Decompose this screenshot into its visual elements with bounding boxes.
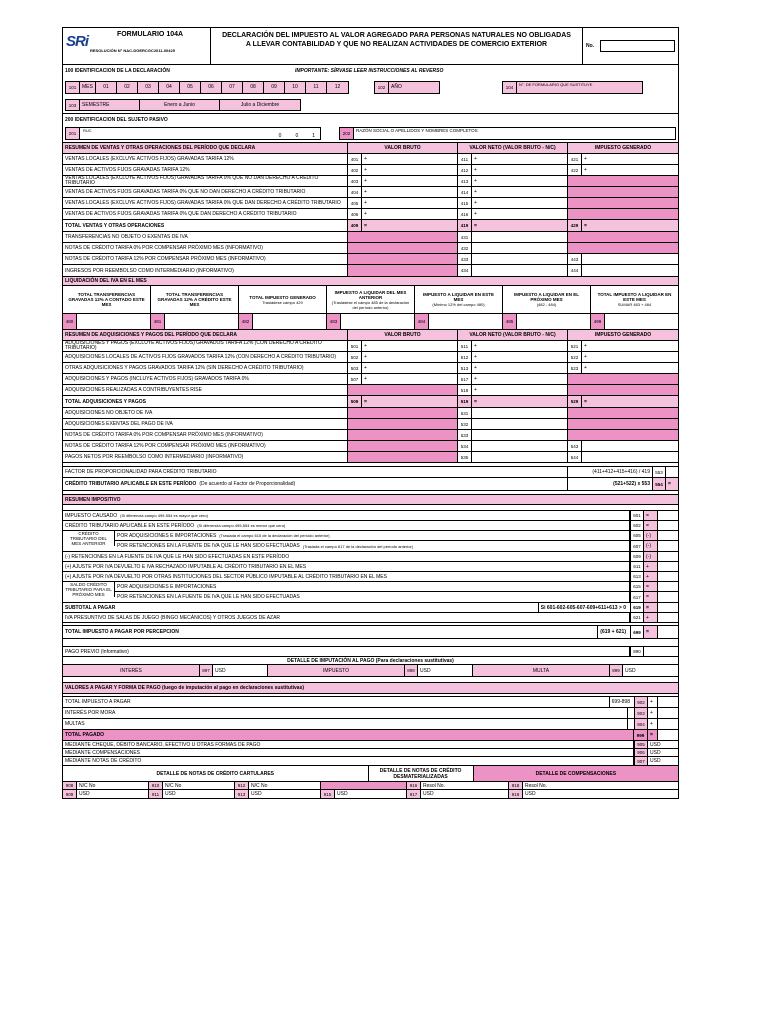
form-title-block (90, 28, 210, 64)
footer-input[interactable]: USD (423, 791, 434, 797)
amount-input[interactable]: + (364, 376, 367, 382)
amount-input[interactable] (582, 265, 678, 276)
amount-input[interactable]: + (584, 156, 587, 162)
footer-input[interactable]: USD (251, 791, 262, 797)
purchases-section: RESUMEN DE ADQUISICIONES Y PAGOS DEL PERÍODO QUE DECLARA VALOR BRUTO VALOR NETO (VALOR BRUTO - N/C) IMPUESTO GENERADO ADQUISICIONES Y PAGOS (EXCLUYE ACTIVOS FIJOS) GRAVADOS TARIFA 12% (CON DERECHO A CRÉDITO TRIBUTARIO) 501 + 511 + 521 + ADQUISICIONES LOCALES DE ACTIVOS FIJOS GRAVADOS TARIFA 12% (CON DERECHO A CRÉDITO TRIBUTARIO) 502 + 512 + 522 + OTRAS ADQUISICIONES Y PAGOS GRAVADOS TARIFA 12% (SIN DERECHO A CRÉDITO TRIBUTARIO) 503 + 513 + 523 + ADQUISICIONES Y PAGOS (INCLUYE ACTIVOS FIJOS) GRAVADOS TARIFA 0% 507 + 517 + ADQUISICIONES REALIZADAS A CONTRIBUYENTES RISE 518 + TOTAL ADQUISICIONES Y PAGOS 509 = 519 = 529 = ADQUISICIONES NO OBJETO DE IVA 531 ADQUISICIONES EXENTAS DEL PAGO DE IVA 532 NOTAS DE CRÉDITO TARIFA 0% POR COMPENSAR PRÓXIMO MES (INFORMATIVO) 533 NOTAS DE CRÉDITO TARIFA 12% POR COMPENSAR PRÓXIMO MES (INFORMATIVO) 534 543 PAGOS NETOS POR REEMBOLSO COMO INTERMEDIARIO (INFORMATIVO) 535 544 FACTOR DE PROPORCIONALIDAD PARA CRÉDITO TRIBUTARIO (411+412+415+416) / 419 553 CRÉDITO TRIBUTARIO APLICABLE EN ESTE PERÍODO (De acuerdo al Factor de Proporcionalidad) (521+522) x 553 554 = (62, 330, 679, 491)
ruc-input[interactable]: RUC 0 0 1 (83, 127, 315, 139)
amount-input[interactable] (658, 626, 678, 638)
footer-input[interactable]: N/C No (251, 782, 268, 789)
name-field: 202 RAZÓN SOCIAL O APELLIDOS Y NOMBRES COMPLETOS (339, 127, 676, 140)
month-11[interactable]: 11 (306, 82, 327, 93)
table-row: NOTAS DE CRÉDITO TARIFA 0% POR COMPENSAR PRÓXIMO MES (INFORMATIVO) 432 (63, 243, 678, 254)
year-input[interactable]: AÑO (389, 82, 439, 93)
footer-input[interactable]: N/C No (165, 782, 182, 789)
payment-method-input[interactable]: USD (650, 758, 661, 764)
table-row: VENTAS DE ACTIVOS FIJOS GRAVADAS TARIFA 0% QUE NO DAN DERECHO A CRÉDITO TRIBUTARIO 404 + 414 + (63, 187, 678, 198)
amount-input[interactable] (472, 254, 567, 264)
amount-input[interactable] (658, 708, 678, 718)
row-label: VENTAS LOCALES (EXCLUYE ACTIVOS FIJOS) GRAVADAS TARIFA 0% QUE NO DAN DERECHO A CRÉDITO TRIBUTARIO (63, 176, 348, 186)
amount-input[interactable]: + (364, 167, 367, 173)
total-input[interactable]: = (582, 220, 678, 231)
amount-input[interactable] (658, 582, 678, 591)
amount-input[interactable]: + (584, 354, 587, 360)
amount-input[interactable] (658, 697, 678, 707)
table-row: VENTAS LOCALES (EXCLUYE ACTIVOS FIJOS) GRAVADAS TARIFA 12% 401 + 411 + 421 + (63, 154, 678, 165)
table-row: VENTAS LOCALES (EXCLUYE ACTIVOS FIJOS) GRAVADAS TARIFA 0% QUE NO DAN DERECHO A CRÉDITO TRIBUTARIO 403 + 413 + (63, 176, 678, 187)
values-section: VALORES A PAGAR Y FORMA DE PAGO (luego de imputación al pago en declaraciones sustitutivas) TOTAL IMPUESTO A PAGAR 699-898 902 + INTERÉS POR MORA 903 + MULTAS 904 + TOTAL PAGADO 999 = MEDIANTE CHEQUE, DÉBITO BANCARIO, EFECTIVO U OTRAS FORMAS DE PAGO 905 USD MEDIANTE COMPENSACIONES 906 USD MEDIANTE NOTAS DE CRÉDITO 907 USD (62, 677, 679, 766)
liq-input[interactable] (253, 314, 326, 329)
row-label: VENTAS DE ACTIVOS FIJOS GRAVADAS TARIFA 0% QUE DAN DERECHO A CRÉDITO TRIBUTARIO (63, 209, 348, 219)
amount-input[interactable]: + (474, 376, 477, 382)
amount-input[interactable] (658, 592, 678, 602)
row-label: OTRAS ADQUISICIONES Y PAGOS GRAVADOS TARIFA 12% (SIN DERECHO A CRÉDITO TRIBUTARIO) (63, 363, 348, 373)
amount-input[interactable] (658, 511, 678, 520)
col-header: IMPUESTO GENERADO (594, 332, 652, 338)
sign: = (644, 603, 658, 612)
amount-input[interactable]: + (474, 211, 477, 217)
declaration-title: DECLARACIÓN DEL IMPUESTO AL VALOR AGREGADO PARA PERSONAS NATURALES NO OBLIGADAS A LLEVAR CONTABILIDAD Y QUE NO REALIZAN ACTIVIDADES DE COMERCIO EXTERIOR (210, 28, 583, 64)
month-09[interactable]: 09 (264, 82, 285, 93)
month-12[interactable]: 12 (334, 84, 341, 90)
liq-col-header: IMPUESTO A LIQUIDAR EN EL PRÓXIMO MES (482 - 484) (503, 286, 591, 313)
footer-input[interactable]: USD (79, 791, 90, 797)
tax-form (62, 27, 679, 799)
summary-row: (-) RETENCIONES EN LA FUENTE DE IVA QUE LE HAN SIDO EFECTUADAS EN ESTE PERÍODO 609 (-) (63, 552, 678, 562)
sign: + (644, 562, 658, 571)
amount-input[interactable] (472, 430, 567, 440)
sign: + (644, 613, 658, 622)
table-row: VENTAS LOCALES (EXCLUYE ACTIVOS FIJOS) GRAVADAS TARIFA 0% QUE DAN DERECHO A CRÉDITO TRIBUTARIO 405 + 415 + (63, 198, 678, 209)
month-field: 101 MES 01 02 03 04 05 06 07 08 09 10 11 12 (65, 81, 349, 94)
row-label: VENTAS LOCALES (EXCLUYE ACTIVOS FIJOS) GRAVADAS TARIFA 0% QUE DAN DERECHO A CRÉDITO TRIBUTARIO (63, 198, 348, 208)
month-06[interactable]: 06 (201, 82, 222, 93)
summary-row: SUBTOTAL A PAGAR Si 601-602-605-607-609+611+613 > 0 619 = (63, 603, 678, 613)
amount-input[interactable]: + (474, 387, 477, 393)
table-row: VENTAS DE ACTIVOS FIJOS GRAVADAS TARIFA 0% QUE DAN DERECHO A CRÉDITO TRIBUTARIO 406 + 416 + (63, 209, 678, 220)
section-100 (62, 65, 679, 114)
liq-col-header: IMPUESTO A LIQUIDAR DEL MES ANTERIOR (Trasládese el campo 485 de la declaración del período anterior) (327, 286, 415, 313)
amount-input[interactable] (658, 552, 678, 561)
payment-section: PAGO PREVIO (Informativo) 890 DETALLE DE IMPUTACIÓN AL PAGO (Para declaraciones sustitutivas) INTERÉS 897 USD IMPUESTO 898 USD MULTA 899 USD (62, 639, 679, 677)
name-input[interactable]: RAZÓN SOCIAL O APELLIDOS Y NOMBRES COMPLETOS (356, 127, 478, 133)
amount-input[interactable]: + (584, 343, 587, 349)
amount-input[interactable]: + (474, 365, 477, 371)
amount-input[interactable] (582, 254, 678, 264)
prepayment-input[interactable] (644, 647, 678, 656)
liq-col-header: IMPUESTO A LIQUIDAR EN ESTE MES (Mínimo 12% del campo 480) (415, 286, 503, 313)
resolution: RESOLUCIÓN N° NAC-DGERCGC2011-00425 (90, 48, 175, 53)
row-label: ADQUISICIONES Y PAGOS (EXCLUYE ACTIVOS FIJOS) GRAVADOS TARIFA 12% (CON DERECHO A CRÉDITO TRIBUTARIO) (63, 341, 348, 351)
amount-input[interactable] (658, 562, 678, 571)
total-input[interactable]: = (472, 220, 567, 231)
form-number-input[interactable] (600, 40, 675, 52)
month-08[interactable]: 08 (243, 82, 264, 93)
summary-row: IMPUESTO CAUSADO (Si diferencia campo 499-554 es mayor que cero) 601 = (63, 511, 678, 521)
footer-input[interactable]: N/C No (79, 782, 96, 789)
footer-input[interactable]: USD (165, 791, 176, 797)
amount-input[interactable]: + (474, 343, 477, 349)
liq-col-header: TOTAL TRANSFERENCIAS GRAVADAS 12% A CONTADO ESTE MES (63, 286, 151, 313)
credit-input[interactable]: = (666, 478, 678, 490)
footer-input[interactable]: USD (337, 791, 348, 797)
amount-input[interactable]: + (364, 211, 367, 217)
footer-input[interactable]: USD (525, 791, 536, 797)
amount-input[interactable] (658, 541, 678, 551)
tax-summary: RESUMEN IMPOSITIVO IMPUESTO CAUSADO (Si diferencia campo 499-554 es mayor que cero) 601 = CRÉDITO TRIBUTARIO APLICABLE EN ESTE PERÍODO (Si diferencia campo 499-554 es menor que cero) 602 = CRÉDITO TRIBUTARIO DEL MES ANTERIOR POR ADQUISICIONES E IMPORTACIONES (Traslada el campo 615 de la declaración del período anterior) 605 (-) POR RETENCIONES EN LA FUENTE DE IVA QUE LE HAN SIDO EFECTUADAS (Traslada el campo 617 de la declaración del período anterior) 607 (-) (-) RETENCIONES EN LA FUENTE DE IVA QUE LE HAN SIDO EFECTUADAS EN ESTE PERÍODO 609 (-) (+) AJUSTE POR IVA DEVUELTO E IVA RECHAZADO IMPUTABLE AL CRÉDITO TRIBUTARIO EN EL MES 611 + (+) AJUSTE POR IVA DEVUELTO POR OTRAS INSTITUCIONES DEL SECTOR PÚBLICO IMPUTABLE AL CRÉDITO TRIBUTARIO EN EL MES 613 + SALDO CRÉDITO TRIBUTARIO PARA EL PRÓXIMO MES POR ADQUISICIONES E IMPORTACIONES 615 = POR RETENCIONES EN LA FUENTE DE IVA QUE LE HAN SIDO EFECTUADAS 617 = SUBTOTAL A PAGAR Si 601-602-605-607-609+611+613 > 0 619 = IVA PRESUNTIVO DE SALAS DE JUEGO (BINGO MECÁNICOS) Y OTROS JUEGOS DE AZAR 621 + TOTAL IMPUESTO A PAGAR POR PERCEPCION (619 + 621) 699 = (62, 491, 679, 639)
col-header: VALOR NETO (VALOR BRUTO - N/C) (458, 143, 568, 153)
amount-input[interactable] (658, 572, 678, 581)
amount-input[interactable] (658, 613, 678, 622)
ruc-digit: 0 (295, 132, 299, 139)
form-header (62, 27, 679, 65)
row-label: ADQUISICIONES Y PAGOS (INCLUYE ACTIVOS FIJOS) GRAVADOS TARIFA 0% (63, 374, 348, 384)
amount-input[interactable]: + (584, 365, 587, 371)
col-header: IMPUESTO GENERADO (594, 145, 652, 151)
sign: (-) (644, 552, 658, 561)
amount-input[interactable]: + (364, 189, 367, 195)
liq-input[interactable] (429, 314, 502, 329)
col-header: VALOR NETO (VALOR BRUTO - N/C) (458, 330, 568, 340)
month-10[interactable]: 10 (285, 82, 306, 93)
table-row: INGRESOS POR REEMBOLSO COMO INTERMEDIARIO (INFORMATIVO) 434 444 (63, 265, 678, 276)
row-label: VENTAS LOCALES (EXCLUYE ACTIVOS FIJOS) GRAVADAS TARIFA 12% (63, 154, 348, 164)
amount-input[interactable]: + (474, 200, 477, 206)
month-02[interactable]: 02 (117, 82, 138, 93)
replaced-form-input[interactable]: N°. DE FORMULARIO QUE SUSTITUYE (517, 82, 642, 93)
imputation-input[interactable]: USD (213, 665, 268, 676)
table-row: NOTAS DE CRÉDITO TARIFA 0% POR COMPENSAR PRÓXIMO MES (INFORMATIVO) 533 (63, 430, 678, 441)
ruc-digit: 0 (278, 132, 282, 139)
amount-input[interactable] (582, 452, 678, 462)
amount-input[interactable] (658, 603, 678, 612)
amount-input[interactable]: + (364, 200, 367, 206)
amount-input[interactable] (582, 441, 678, 451)
important-note: IMPORTANTE: SÍRVASE LEER INSTRUCCIONES AL REVERSO (295, 68, 444, 74)
month-01[interactable]: 01 (96, 82, 117, 93)
section-100-title: 100 IDENTIFICACION DE LA DECLARACIÓN (65, 68, 170, 74)
amount-input[interactable] (472, 243, 567, 253)
table-row: NOTAS DE CRÉDITO TARIFA 12% POR COMPENSAR PRÓXIMO MES (INFORMATIVO) 534 543 (63, 441, 678, 452)
total-paid-input[interactable] (658, 730, 678, 740)
sign: = (644, 592, 658, 602)
sign: = (644, 521, 658, 530)
sign: (-) (644, 541, 658, 551)
amount-input[interactable] (472, 232, 567, 242)
liq-input[interactable] (605, 314, 678, 329)
amount-input[interactable] (472, 408, 567, 418)
summary-row: (+) AJUSTE POR IVA DEVUELTO E IVA RECHAZADO IMPUTABLE AL CRÉDITO TRIBUTARIO EN EL MES 611 + (63, 562, 678, 572)
amount-input[interactable] (658, 531, 678, 540)
amount-input[interactable] (472, 419, 567, 429)
total-input[interactable]: = (362, 220, 457, 231)
amount-input[interactable] (472, 441, 567, 451)
table-row: ADQUISICIONES Y PAGOS (INCLUYE ACTIVOS FIJOS) GRAVADOS TARIFA 0% 507 + 517 + (63, 374, 678, 385)
factor-input[interactable] (666, 467, 678, 477)
form-number: No. (583, 28, 678, 64)
section-200-title: 200 IDENTIFICACION DEL SUJETO PASIVO (65, 117, 168, 123)
section-200 (62, 114, 679, 143)
liq-input[interactable] (341, 314, 414, 329)
amount-input[interactable]: + (364, 354, 367, 360)
summary-row: CRÉDITO TRIBUTARIO APLICABLE EN ESTE PERÍODO (Si diferencia campo 499-554 es menor que cero) 602 = (63, 521, 678, 531)
col-header: VALOR BRUTO (348, 143, 458, 153)
imputation-input[interactable]: USD (418, 665, 473, 676)
sign: = (644, 582, 658, 591)
liq-col-header: TOTAL IMPUESTO GENERADO Trasládese campo 429 (239, 286, 327, 313)
month-03[interactable]: 03 (138, 82, 159, 93)
amount-input[interactable]: + (364, 156, 367, 162)
total-row: TOTAL VENTAS Y OTRAS OPERACIONES 409 = 419 = 429 = (63, 220, 678, 232)
year-field: 102 AÑO (374, 81, 440, 94)
form-title: FORMULARIO 104A (116, 31, 184, 38)
ruc-field: 201 RUC 0 0 1 (65, 127, 321, 140)
row-label: ADQUISICIONES LOCALES DE ACTIVOS FIJOS GRAVADOS TARIFA 12% (CON DERECHO A CRÉDITO TRIBUTARIO) (63, 352, 348, 362)
section-title: RESUMEN DE VENTAS Y OTRAS OPERACIONES DEL PERÍODO QUE DECLARA (63, 143, 348, 153)
footer-input[interactable]: Resol No. (525, 782, 547, 789)
section-title: RESUMEN DE ADQUISICIONES Y PAGOS DEL PERÍODO QUE DECLARA (63, 330, 348, 340)
liq-input[interactable] (165, 314, 238, 329)
month-05[interactable]: 05 (180, 82, 201, 93)
amount-input[interactable] (472, 265, 567, 276)
footer-input[interactable]: Resol No. (423, 782, 445, 789)
summary-row: TOTAL IMPUESTO A PAGAR POR PERCEPCION (619 + 621) 699 = (63, 626, 678, 638)
vat-settlement: LIQUIDACIÓN DEL IVA EN EL MES TOTAL TRANSFERENCIAS GRAVADAS 12% A CONTADO ESTE MES TOTAL TRANSFERENCIAS GRAVADAS 12% A CRÉDITO ESTE MES TOTAL IMPUESTO GENERADO Trasládese campo 429 IMPUESTO A LIQUIDAR DEL MES ANTERIOR (Trasládese el campo 485 de la declaración del período anterior) IMPUESTO A LIQUIDAR EN ESTE MES (Mínimo 12% del campo 480) IMPUESTO A LIQUIDAR EN EL PRÓXIMO MES (482 - 484) TOTAL IMPUESTO A LIQUIDAR EN ESTE MES SUMAR 483 + 484 480 481 482 483 484 485 499 (62, 277, 679, 330)
footer-details: DETALLE DE NOTAS DE CRÉDITO CARTULARES DETALLE DE NOTAS DE CRÉDITO DESMATERIALIZADAS DETALLE DE COMPENSACIONES 908 N/C No 910 N/C No 912 N/C No 916 Resol No. 918 Resol No. 909 USD 911 USD 913 USD 915 USD 917 USD 919 USD (62, 766, 679, 799)
amount-input[interactable]: + (474, 354, 477, 360)
row-label: ADQUISICIONES REALIZADAS A CONTRIBUYENTES RISE (63, 385, 348, 395)
sign: (-) (644, 531, 658, 540)
replaced-form-field: 104 N°. DE FORMULARIO QUE SUSTITUYE (502, 81, 643, 94)
month-07[interactable]: 07 (222, 82, 243, 93)
liq-input[interactable] (77, 314, 150, 329)
row-label: VENTAS DE ACTIVOS FIJOS GRAVADAS TARIFA 0% QUE NO DAN DERECHO A CRÉDITO TRIBUTARIO (63, 187, 348, 197)
amount-input[interactable] (472, 452, 567, 462)
total-row: TOTAL ADQUISICIONES Y PAGOS 509 = 519 = 529 = (63, 396, 678, 408)
row-label: VENTAS DE ACTIVOS FIJOS GRAVADAS TARIFA 12% (63, 165, 348, 175)
sign: = (644, 511, 658, 520)
liq-input[interactable] (517, 314, 590, 329)
total-input[interactable]: = (582, 396, 678, 407)
summary-row: POR RETENCIONES EN LA FUENTE DE IVA QUE LE HAN SIDO EFECTUADAS (Traslada el campo 617 de la declaración del período anterior) 607 (-) (115, 541, 678, 551)
amount-input[interactable] (658, 719, 678, 729)
amount-input[interactable]: + (364, 343, 367, 349)
amount-input[interactable]: + (474, 156, 477, 162)
amount-input[interactable]: + (584, 167, 587, 173)
summary-row: POR RETENCIONES EN LA FUENTE DE IVA QUE LE HAN SIDO EFECTUADAS 617 = (115, 592, 678, 602)
table-row: ADQUISICIONES Y PAGOS (EXCLUYE ACTIVOS FIJOS) GRAVADOS TARIFA 12% (CON DERECHO A CRÉDITO TRIBUTARIO) 501 + 511 + 521 + (63, 341, 678, 352)
amount-input[interactable]: + (474, 167, 477, 173)
summary-row: IVA PRESUNTIVO DE SALAS DE JUEGO (BINGO MECÁNICOS) Y OTROS JUEGOS DE AZAR 621 + (63, 613, 678, 623)
payment-method-input[interactable]: USD (650, 741, 661, 748)
table-row: ADQUISICIONES REALIZADAS A CONTRIBUYENTES RISE 518 + (63, 385, 678, 396)
table-row: ADQUISICIONES LOCALES DE ACTIVOS FIJOS GRAVADOS TARIFA 12% (CON DERECHO A CRÉDITO TRIBUTARIO) 502 + 512 + 522 + (63, 352, 678, 363)
table-row: PAGOS NETOS POR REEMBOLSO COMO INTERMEDIARIO (INFORMATIVO) 535 544 (63, 452, 678, 463)
semester-option-2[interactable]: Julio a Diciembre (240, 102, 280, 108)
liq-col-header: TOTAL TRANSFERENCIAS GRAVADAS 12% A CRÉDITO ESTE MES (151, 286, 239, 313)
summary-row: POR ADQUISICIONES E IMPORTACIONES 615 = (115, 582, 678, 592)
semester-field: 103 SEMESTRE Enero a Junio Julio a Diciembre (65, 99, 301, 111)
summary-row: POR ADQUISICIONES E IMPORTACIONES (Traslada el campo 615 de la declaración del período anterior) 605 (-) (115, 531, 678, 541)
amount-input[interactable]: + (364, 178, 367, 184)
table-row: VENTAS DE ACTIVOS FIJOS GRAVADAS TARIFA 12% 402 + 412 + 422 + (63, 165, 678, 176)
total-input[interactable]: = (362, 396, 457, 407)
sales-section (62, 143, 679, 277)
imputation-input[interactable]: USD (623, 665, 678, 676)
table-row: OTRAS ADQUISICIONES Y PAGOS GRAVADOS TARIFA 12% (SIN DERECHO A CRÉDITO TRIBUTARIO) 503 + 513 + 523 + (63, 363, 678, 374)
table-row: NOTAS DE CRÉDITO TARIFA 12% POR COMPENSAR PRÓXIMO MES (INFORMATIVO) 433 443 (63, 254, 678, 265)
semester-option-1[interactable]: Enero a Junio (140, 100, 220, 110)
liq-col-header: TOTAL IMPUESTO A LIQUIDAR EN ESTE MES SUMAR 483 + 484 (597, 292, 672, 307)
total-input[interactable]: = (472, 396, 567, 407)
ruc-digit: 1 (312, 132, 315, 139)
sign: + (644, 572, 658, 581)
amount-input[interactable]: + (474, 178, 477, 184)
table-row: ADQUISICIONES EXENTAS DEL PAGO DE IVA 532 (63, 419, 678, 430)
table-row: TRANSFERENCIAS NO OBJETO O EXENTAS DE IVA 431 (63, 232, 678, 243)
sign: = (644, 626, 658, 638)
sri-logo: SRi (66, 33, 89, 50)
summary-row: (+) AJUSTE POR IVA DEVUELTO POR OTRAS INSTITUCIONES DEL SECTOR PÚBLICO IMPUTABLE AL CRÉDITO TRIBUTARIO EN EL MES 613 + (63, 572, 678, 582)
amount-input[interactable] (658, 521, 678, 530)
payment-method-input[interactable]: USD (650, 749, 661, 756)
col-header: VALOR BRUTO (348, 330, 458, 340)
amount-input[interactable]: + (474, 189, 477, 195)
amount-input[interactable]: + (364, 365, 367, 371)
month-04[interactable]: 04 (159, 82, 180, 93)
table-row: ADQUISICIONES NO OBJETO DE IVA 531 (63, 408, 678, 419)
